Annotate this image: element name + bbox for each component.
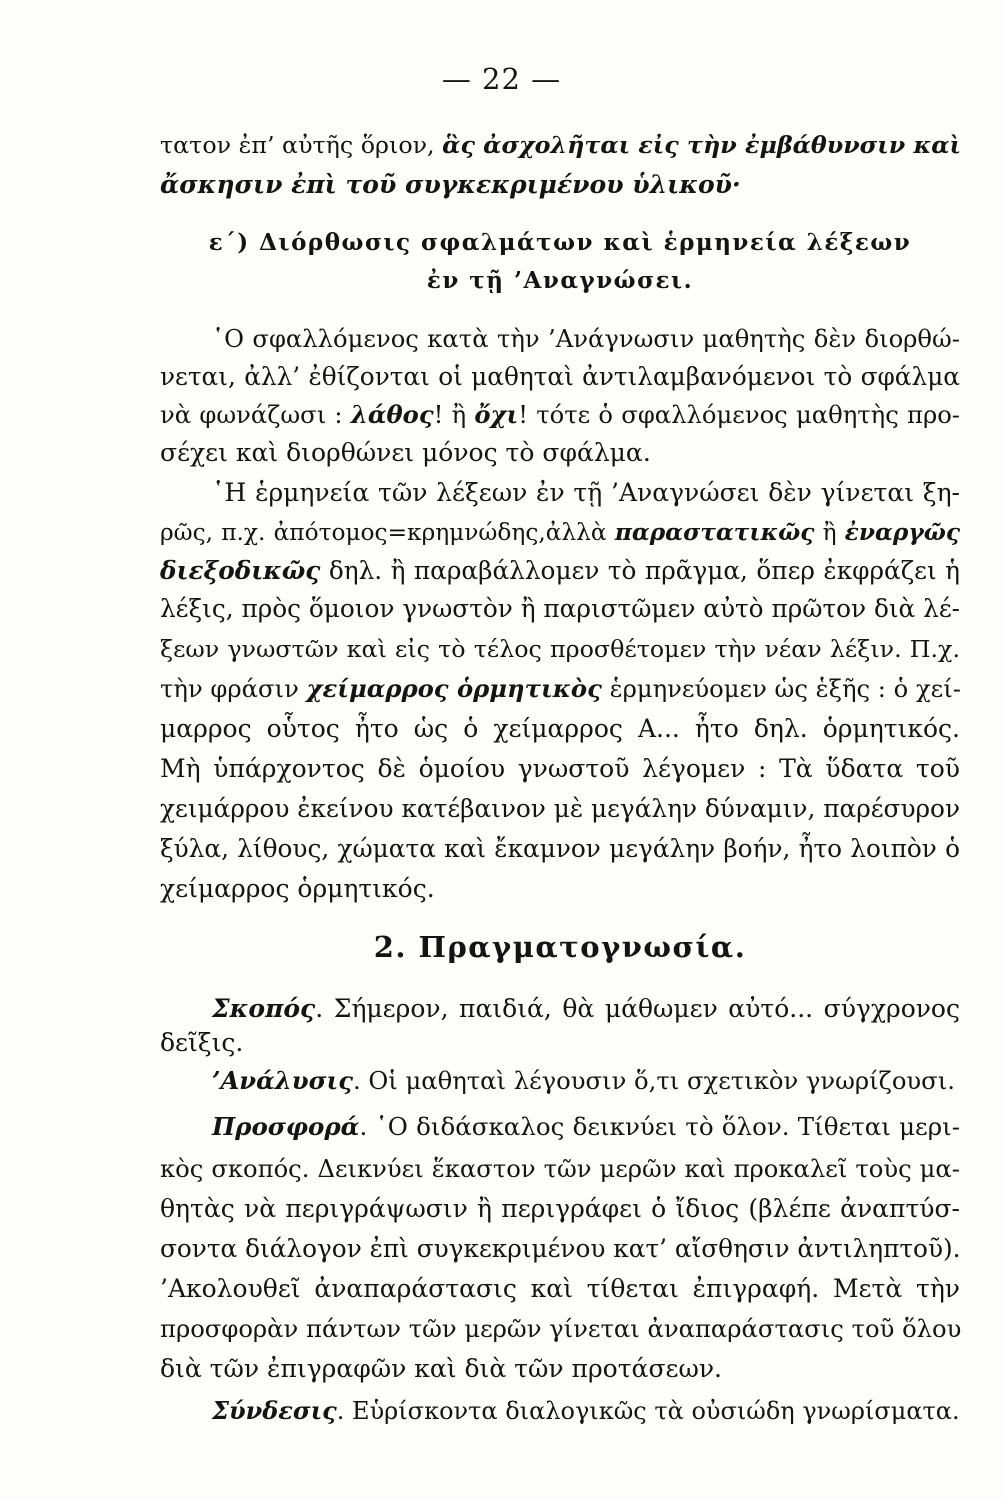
bold-italic-phrase: ’Ανάλυσις [212, 1066, 353, 1095]
text-run: . Εὑρίσκοντα διαλογικῶς τὰ οὐσιώδη γνωρίσματα. [336, 1397, 960, 1425]
text-run: . ῾Ο διδάσκαλος δεικνύει τὸ ὅλον. Τίθεται μερι- [359, 1112, 960, 1141]
paragraph-line: σοντα διάλογον ἐπὶ συγκεκριμένου κατ’ αἴσθησιν ἀντιληπτοῦ). [160, 1234, 961, 1263]
paragraph-line [160, 398, 960, 432]
text-run: ἢ [814, 519, 845, 546]
bold-italic-phrase: λάθος [350, 400, 434, 429]
bold-italic-phrase: Προσφορά [212, 1112, 360, 1141]
text-run: ρῶς, π.χ. ἀπότομος=κρημνώδης,ἀλλὰ [160, 519, 615, 546]
bold-italic-phrase: ὄχι [474, 400, 519, 429]
text-run: ἑρμηνεύομεν ὡς ἑξῆς : ὁ χεί- [601, 674, 961, 703]
paragraph-line: διὰ τῶν ἐπιγραφῶν καὶ διὰ τῶν προτάσεων. [160, 1354, 722, 1383]
paragraph-line: ξύλα, λίθους, χώματα καὶ ἔκαμνον μεγάλην βοήν, ἦτο λοιπὸν ὁ [160, 834, 960, 863]
text-line [160, 128, 960, 162]
section-heading-pragmatognosia: 2. Πραγματογνωσία. [373, 930, 747, 964]
paragraph-line [212, 1110, 960, 1144]
bold-italic-phrase: Σύνδεσις [212, 1396, 337, 1425]
text-run: ! τότε ὁ σφαλλόμενος μαθητὴς προ- [518, 400, 961, 429]
paragraph-line [212, 1064, 960, 1098]
paragraph-line: χείμαρρος ὁρμητικός. [160, 874, 435, 903]
text-run: νὰ φωνάζωσι : [160, 400, 351, 429]
paragraph-line: ’Ακολουθεῖ ἀναπαράστασις καὶ τίθεται ἐπιγραφή. Μετὰ τὴν [160, 1274, 960, 1303]
bold-italic-phrase: διεξοδικῶς [160, 556, 321, 585]
paragraph-line [160, 554, 960, 588]
paragraph-line [212, 1394, 960, 1428]
text-run: τὴν φράσιν [160, 674, 307, 703]
paragraph-line: θητὰς νὰ περιγράψωσιν ἢ περιγράφει ὁ ἴδιος (βλέπε ἀναπτύσ- [160, 1194, 960, 1223]
bold-italic-phrase: χείμαρρος ὁρμητικὸς [306, 674, 602, 703]
paragraph-line: δεῖξις. [160, 1028, 244, 1057]
text-run: ! ἢ [433, 400, 475, 429]
page-number: — 22 — [441, 62, 562, 96]
paragraph-line: νεται, ἀλλ’ ἐθίζονται οἱ μαθηταὶ ἀντιλαμβανόμενοι τὸ σφάλμα [160, 362, 960, 391]
text-run: τατον ἐπ’ αὐτῆς ὅριον, [160, 131, 443, 159]
section-heading-cont: ἐν τῇ ’Αναγνώσει. [426, 267, 694, 294]
text-run: . Οἱ μαθηταὶ λέγουσιν ὅ,τι σχετικὸν γνωρίζουσι. [352, 1066, 955, 1095]
paragraph-line [212, 992, 960, 1026]
paragraph-line: σέχει καὶ διορθώνει μόνος τὸ σφάλμα. [160, 438, 651, 467]
bold-italic-phrase: παραστατικῶς [614, 519, 815, 546]
paragraph-line: προσφορὰν πάντων τῶν μερῶν γίνεται ἀναπαράστασις τοῦ ὅλου [160, 1314, 962, 1343]
paragraph-line [160, 672, 960, 706]
paragraph-line [160, 516, 960, 550]
paragraph-line: λέξις, πρὸς ὅμοιον γνωστὸν ἢ παριστῶμεν αὐτὸ πρῶτον διὰ λέ- [160, 594, 961, 623]
paragraph-line: ῾Η ἑρμηνεία τῶν λέξεων ἐν τῇ ’Αναγνώσει δὲν γίνεται ξη- [212, 478, 960, 507]
text-run: . Σήμερον, παιδιά, θὰ μάθωμεν αὐτό... σύγχρονος [315, 994, 960, 1023]
bold-italic-phrase: Σκοπός [212, 994, 316, 1023]
bold-italic-phrase: ἃς ἀσχολῆται εἰς τὴν ἐμβάθυνσιν καὶ [442, 131, 962, 159]
paragraph-line: Μὴ ὑπάρχοντος δὲ ὁμοίου γνωστοῦ λέγομεν : Τὰ ὕδατα τοῦ [160, 754, 960, 783]
bold-italic-phrase: ἄσκησιν ἐπὶ τοῦ συγκεκριμένου ὑλικοῦ· [160, 170, 741, 199]
text-run: δηλ. ἢ παραβάλλομεν τὸ πρᾶγμα, ὅπερ ἐκφράζει ἡ [320, 556, 960, 585]
paragraph-line: ῾Ο σφαλλόμενος κατὰ τὴν ’Ανάγνωσιν μαθητὴς δὲν διορθώ- [212, 324, 960, 353]
paragraph-line: κὸς σκοπός. Δεικνύει ἕκαστον τῶν μερῶν καὶ προκαλεῖ τοὺς μα- [160, 1154, 960, 1183]
paragraph-line: ξεων γνωστῶν καὶ εἰς τὸ τέλος προσθέτομεν τὴν νέαν λέξιν. Π.χ. [160, 635, 960, 663]
paragraph-line: χειμάρρου ἐκείνου κατέβαινον μὲ μεγάλην δύναμιν, παρέσυρον [160, 794, 960, 823]
bold-italic-phrase: ἐναργῶς [844, 519, 960, 546]
section-heading: ε΄) Διόρθωσις σφαλμάτων καὶ ἑρμηνεία λέξεων [208, 229, 912, 256]
text-line [160, 168, 960, 202]
paragraph-line: μαρρος οὗτος ἦτο ὡς ὁ χείμαρρος Α... ἦτο δηλ. ὁρμητικός. [160, 714, 960, 743]
